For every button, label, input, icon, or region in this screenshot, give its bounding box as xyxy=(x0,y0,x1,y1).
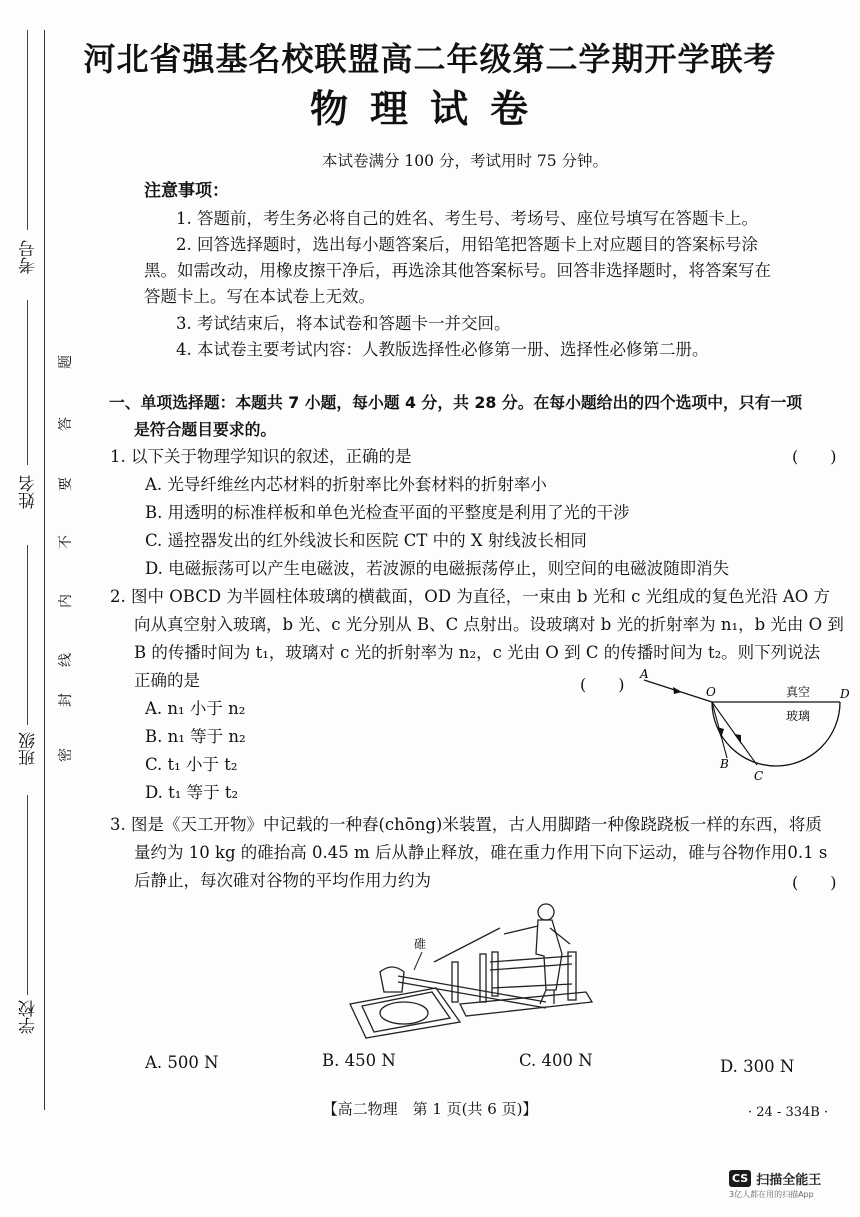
q3-option: A. 500 N xyxy=(145,1053,219,1072)
seal-char: 封 xyxy=(58,693,74,707)
notice-line: 黑。如需改动，用橡皮擦干净后，再选涂其他答案标号。回答非选择题时，将答案写在 xyxy=(144,261,771,280)
notice-line: 2. 回答选择题时，选出每小题答案后，用铅笔把答题卡上对应题目的答案标号涂 xyxy=(176,235,758,254)
scanner-logo xyxy=(729,1168,821,1200)
xingming-underline xyxy=(27,300,29,465)
answer-paren: ( ) xyxy=(580,675,625,694)
page-footer: 【高二物理 第 1 页(共 6 页)】 xyxy=(322,1100,538,1118)
banji-underline xyxy=(27,545,29,725)
label-glass: 玻璃 xyxy=(786,709,811,723)
answer-paren: ( ) xyxy=(792,873,837,892)
seal-char: 要 xyxy=(58,477,74,491)
q1-option: D. 电磁振荡可以产生电磁波，若波源的电磁振荡停止，则空间的电磁波随即消失 xyxy=(145,559,730,578)
seal-char: 内 xyxy=(58,594,74,608)
q2-option: D. t₁ 等于 t₂ xyxy=(145,783,239,802)
logo-badge: CS xyxy=(729,1170,751,1187)
hammer-head xyxy=(380,967,404,992)
q3-option: B. 450 N xyxy=(322,1051,396,1070)
person-body xyxy=(536,920,562,990)
label-o: O xyxy=(706,685,716,699)
semicircle-arc xyxy=(712,702,840,766)
q2-stem: B 的传播时间为 t₁，玻璃对 c 光的折射率为 n₂，c 光由 O 到 C 的传播时间为 t₂。则下列说法 xyxy=(134,643,821,662)
paper-code: · 24 - 334B · xyxy=(748,1105,829,1120)
notice-line: 3. 考试结束后，将本试卷和答题卡一并交回。 xyxy=(176,314,511,333)
person-head xyxy=(538,904,554,920)
ray-c-arrow xyxy=(734,734,741,744)
logo-name: 扫描全能王 xyxy=(756,1173,822,1188)
q1-stem: 1. 以下关于物理学知识的叙述，正确的是 xyxy=(110,447,412,466)
q1-option: A. 光导纤维丝内芯材料的折射率比外套材料的折射率小 xyxy=(145,475,547,494)
section-heading: 一、单项选择题：本题共 7 小题，每小题 4 分，共 28 分。在每小题给出的四个选项中，只有一项 xyxy=(109,393,803,412)
q2-stem: 2. 图中 OBCD 为半圆柱体玻璃的横截面，OD 为直径，一束由 b 光和 c 光组成的复色光沿 AO 方 xyxy=(110,587,831,606)
mortar xyxy=(380,1002,428,1024)
q1-option: C. 遥控器发出的红外线波长和医院 CT 中的 X 射线波长相同 xyxy=(145,531,587,550)
label-a: A xyxy=(640,668,649,681)
q2-option: C. t₁ 小于 t₂ xyxy=(145,755,238,774)
label-d: D xyxy=(840,687,850,701)
label-dui: 碓 xyxy=(414,937,427,951)
q2-option: B. n₁ 等于 n₂ xyxy=(145,727,246,746)
q3-option: C. 400 N xyxy=(519,1051,593,1070)
exam-info: 本试卷满分 100 分，考试用时 75 分钟。 xyxy=(322,152,609,170)
banji-label: 班级 xyxy=(19,732,39,766)
xuexiao-label: 学校 xyxy=(19,1000,39,1034)
notice-heading: 注意事项： xyxy=(144,181,229,201)
label-vacuum: 真空 xyxy=(786,685,811,699)
notice-line: 答题卡上。写在本试卷上无效。 xyxy=(144,287,375,306)
q3-stem: 量约为 10 kg 的碓抬高 0.45 m 后从静止释放，碓在重力作用下向下运动，碓与谷物作用0.1 s xyxy=(134,843,828,862)
q2-semicircle-figure xyxy=(630,668,850,788)
answer-paren: ( ) xyxy=(792,447,837,466)
notice-line: 4. 本试卷主要考试内容：人教版选择性必修第一册、选择性必修第二册。 xyxy=(176,340,709,359)
notice-line: 1. 答题前，考生务必将自己的姓名、考生号、考场号、座位号填写在答题卡上。 xyxy=(176,209,758,228)
seal-char: 密 xyxy=(58,748,74,762)
q2-stem: 正确的是 xyxy=(134,671,200,690)
seal-char: 线 xyxy=(58,653,74,667)
label-b: B xyxy=(720,757,729,771)
ray-c xyxy=(712,702,757,765)
ray-b-arrow xyxy=(717,727,724,738)
q3-tilt-hammer-figure xyxy=(340,892,610,1044)
seal-char: 答 xyxy=(58,417,74,431)
incident-arrow xyxy=(673,687,682,694)
xuexiao-underline xyxy=(27,795,29,995)
q2-stem: 向从真空射入玻璃，b 光、c 光分别从 B、C 点射出。设玻璃对 b 光的折射率为 n₁，b 光由 O 到 xyxy=(134,615,844,634)
binding-line xyxy=(44,30,45,1110)
kaohao-label: 考号 xyxy=(19,240,39,274)
q2-option: A. n₁ 小于 n₂ xyxy=(145,699,246,718)
q1-option: B. 用透明的标准样板和单色光检查平面的平整度是利用了光的干涉 xyxy=(145,503,630,522)
section-heading-cont: 是符合题目要求的。 xyxy=(134,420,277,439)
mortar-base xyxy=(350,988,460,1038)
q3-option: D. 300 N xyxy=(720,1057,795,1076)
q3-stem: 后静止，每次碓对谷物的平均作用力约为 xyxy=(134,871,431,890)
exam-subtitle: 物理试卷 xyxy=(309,87,550,131)
logo-tagline: 3亿人都在用的扫描App xyxy=(729,1190,814,1199)
seal-char: 题 xyxy=(58,355,74,369)
exam-title: 河北省强基名校联盟高二年级第二学期开学联考 xyxy=(83,40,777,78)
q3-stem: 3. 图是《天工开物》中记载的一种舂(chōng)米装置，古人用脚踏一种像跷跷板一样的东西，将质 xyxy=(110,815,822,834)
label-c: C xyxy=(754,769,764,783)
seal-char: 不 xyxy=(58,535,74,549)
xingming-label: 姓名 xyxy=(19,475,39,509)
